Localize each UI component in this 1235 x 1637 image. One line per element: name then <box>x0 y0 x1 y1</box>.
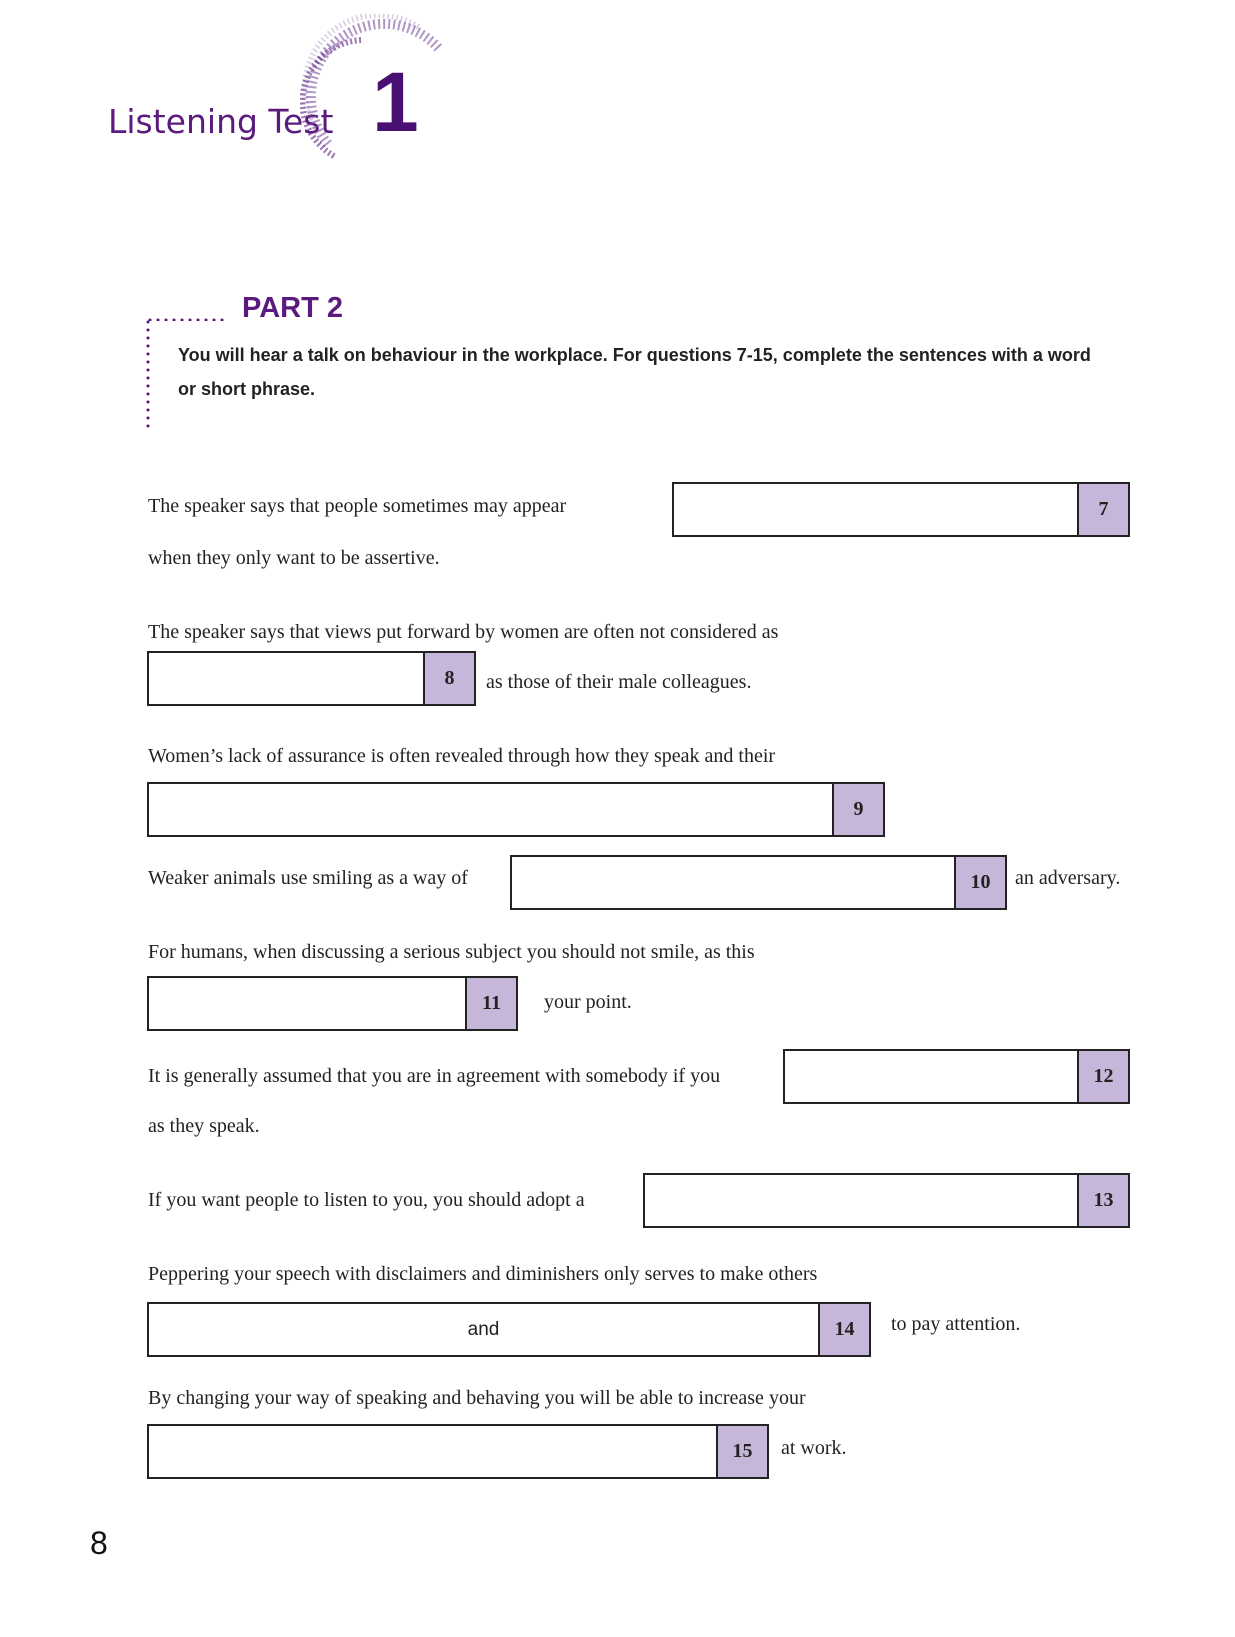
page-number: 8 <box>90 1525 108 1561</box>
q14-answer-box[interactable] <box>147 1302 871 1357</box>
q13-input-area[interactable] <box>645 1175 1077 1226</box>
dotted-rule-horizontal <box>146 318 226 321</box>
q14-text-after: to pay attention. <box>891 1313 1021 1335</box>
q9-answer-box[interactable] <box>147 782 885 837</box>
q12-answer-box[interactable] <box>783 1049 1130 1104</box>
q7-input-area[interactable] <box>674 484 1077 535</box>
q9-number: 9 <box>832 784 883 835</box>
q10-text-before: Weaker animals use smiling as a way of <box>148 867 468 889</box>
q13-text-before: If you want people to listen to you, you should adopt a <box>148 1189 585 1211</box>
q8-answer-box[interactable] <box>147 651 476 706</box>
instructions <box>178 338 1138 406</box>
q8-text-after: as those of their male colleagues. <box>486 671 752 693</box>
q14-inner-text[interactable]: and <box>467 1318 500 1340</box>
q8-input-area[interactable] <box>149 653 423 704</box>
instruction-line-1: You will hear a talk on behaviour in the workplace. For questions 7-15, complete the sentences with a word <box>178 345 1091 365</box>
q12-input-area[interactable] <box>785 1051 1077 1102</box>
q10-number: 10 <box>954 857 1005 908</box>
q7-text-before: The speaker says that people sometimes may appear <box>148 495 567 517</box>
q8-number: 8 <box>423 653 474 704</box>
q7-answer-box[interactable] <box>672 482 1130 537</box>
q15-text-before: By changing your way of speaking and behaving you will be able to increase your <box>148 1387 806 1409</box>
q7-number: 7 <box>1077 484 1128 535</box>
q13-number: 13 <box>1077 1175 1128 1226</box>
q14-number: 14 <box>818 1304 869 1355</box>
q11-answer-box[interactable] <box>147 976 518 1031</box>
q10-text-after: an adversary. <box>1015 867 1121 889</box>
q11-number: 11 <box>465 978 516 1029</box>
q15-number: 15 <box>716 1426 767 1477</box>
q15-text-after: at work. <box>781 1437 847 1459</box>
q9-input-area[interactable] <box>149 784 832 835</box>
q12-text-after: as they speak. <box>148 1115 260 1137</box>
q10-answer-box[interactable] <box>510 855 1007 910</box>
dotted-rule-vertical <box>146 318 150 428</box>
q11-text-after: your point. <box>544 991 632 1013</box>
q7-text-after: when they only want to be assertive. <box>148 547 440 569</box>
q10-input-area[interactable] <box>512 857 954 908</box>
test-number: 1 <box>372 55 419 149</box>
q15-answer-box[interactable] <box>147 1424 769 1479</box>
q11-input-area[interactable] <box>149 978 465 1029</box>
instruction-line-2: or short phrase. <box>178 379 316 399</box>
q12-text-before: It is generally assumed that you are in agreement with somebody if you <box>148 1065 721 1087</box>
q14-text-before: Peppering your speech with disclaimers and diminishers only serves to make others <box>148 1263 818 1285</box>
part-title: PART 2 <box>242 292 343 324</box>
q13-answer-box[interactable] <box>643 1173 1130 1228</box>
q15-input-area[interactable] <box>149 1426 716 1477</box>
q12-number: 12 <box>1077 1051 1128 1102</box>
q8-text-before: The speaker says that views put forward by women are often not considered as <box>148 621 779 643</box>
q9-text-before: Women’s lack of assurance is often revealed through how they speak and their <box>148 745 776 767</box>
header-title: Listening Test <box>108 102 334 141</box>
q11-text-before: For humans, when discussing a serious subject you should not smile, as this <box>148 941 755 963</box>
